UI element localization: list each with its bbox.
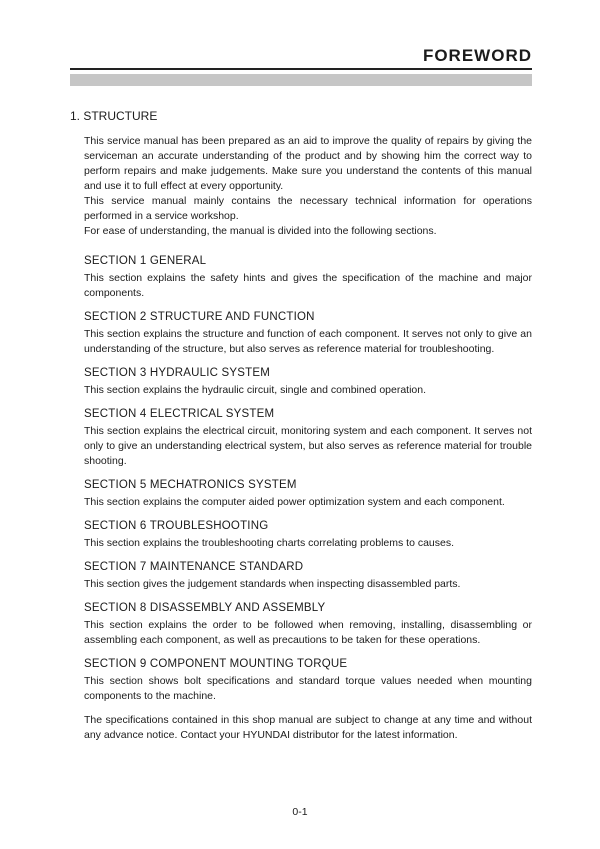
section-block (84, 560, 532, 592)
section-title: SECTION 2 STRUCTURE AND FUNCTION (84, 311, 315, 323)
intro-paragraphs (84, 134, 532, 239)
section-block (84, 254, 532, 301)
section-title: SECTION 4 ELECTRICAL SYSTEM (84, 408, 275, 420)
paragraph: For ease of understanding, the manual is divided into the following sections. (84, 225, 437, 237)
section-body: This section shows bolt specifications and standard torque values needed when mounting components to the machine. (84, 675, 532, 702)
section-block (84, 366, 532, 398)
section-block (84, 519, 532, 551)
section-body: This section explains the safety hints and gives the specification of the machine and major components. (84, 272, 532, 299)
section-block (84, 407, 532, 469)
section-body: This section explains the structure and function of each component. It serves not only to give an understanding of the structure, but also serves as reference material for troubleshooting. (84, 328, 532, 355)
foreword-header (70, 46, 532, 70)
section-body: This section explains the hydraulic circuit, single and combined operation. (84, 384, 427, 396)
indented-content (70, 134, 532, 743)
section-title: SECTION 3 HYDRAULIC SYSTEM (84, 367, 271, 379)
section-title: SECTION 6 TROUBLESHOOTING (84, 520, 269, 532)
section-body: This section explains the order to be followed when removing, installing, disassembling or assembling each component, as well as precautions to be taken for these operations. (84, 619, 532, 646)
header-gray-bar (70, 74, 532, 86)
section-title: SECTION 9 COMPONENT MOUNTING TORQUE (84, 658, 348, 670)
section-block (84, 657, 532, 704)
section-body: This section explains the troubleshooting charts correlating problems to causes. (84, 537, 455, 549)
section-title: SECTION 5 MECHATRONICS SYSTEM (84, 479, 297, 491)
paragraph: This service manual mainly contains the necessary technical information for operations performed in a service workshop. (84, 195, 532, 222)
structure-heading: 1. STRUCTURE (70, 109, 158, 123)
section-title: SECTION 7 MAINTENANCE STANDARD (84, 561, 304, 573)
closing-note: The specifications contained in this shop manual are subject to change at any time and without any advance notice. Contact your HYUNDAI distributor for the latest information. (84, 714, 532, 741)
document-body (70, 109, 532, 743)
section-title: SECTION 8 DISASSEMBLY AND ASSEMBLY (84, 602, 326, 614)
section-body: This section explains the electrical circuit, monitoring system and each component. It serves not only to give an understanding electrical system, but also serves as reference material for trouble shooting. (84, 425, 532, 467)
section-body: This section explains the computer aided power optimization system and each component. (84, 496, 505, 508)
section-title: SECTION 1 GENERAL (84, 255, 207, 267)
paragraph: This service manual has been prepared as an aid to improve the quality of repairs by giving the serviceman an accurate understanding of the product and by showing him the correct way to perform repairs and make judgements. Make sure you understand the contents of this manual and use it to full effect at every opportunity. (84, 135, 532, 192)
section-block (84, 310, 532, 357)
section-block (84, 601, 532, 648)
page-content (70, 46, 532, 743)
section-block (84, 478, 532, 510)
page-title: FOREWORD (422, 46, 532, 65)
section-body: This section gives the judgement standards when inspecting disassembled parts. (84, 578, 461, 590)
page-number: 0-1 (292, 806, 308, 818)
